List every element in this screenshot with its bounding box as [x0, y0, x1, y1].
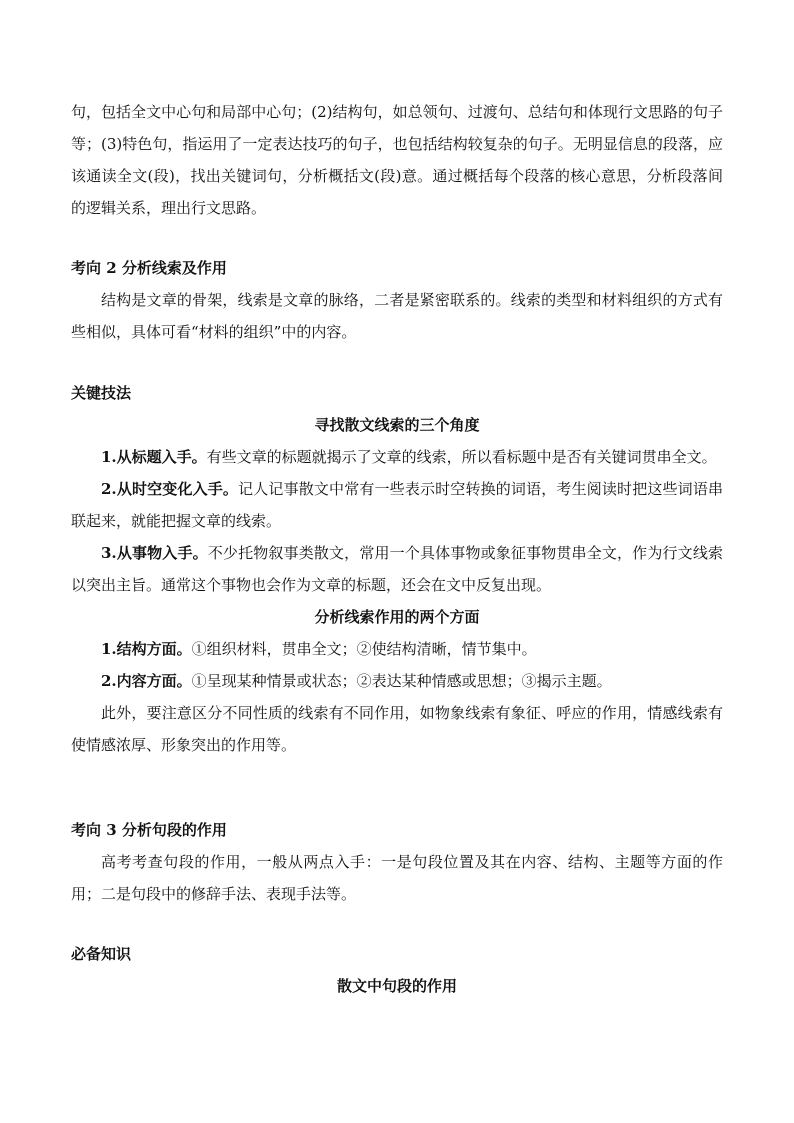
essential-knowledge-title: 散文中句段的作用	[336, 977, 457, 995]
aspect-item-2-text: ①呈现某种情景或状态；②表达某种情感或思想；③揭示主题。	[191, 672, 612, 690]
key-technique-label: 关键技法	[71, 384, 132, 402]
tip-item-1-text: 有些文章的标题就揭示了文章的线索，所以看标题中是否有关键词贯串全文。	[206, 448, 717, 466]
section-3-heading: 考向 3 分析句段的作用	[71, 821, 227, 839]
section-3-body: 高考考查句段的作用，一般从两点入手：一是句段位置及其在内容、结构、主题等方面的作用；二是句段中的修辞手法、表现手法等。	[71, 853, 723, 903]
tip-item-3-text: 不少托物叙事类散文，常用一个具体事物或象征事物贯串全文，作为行文线索以突出主旨。通常这个事物也会作为文章的标题，还会在文中反复出现。	[71, 544, 723, 594]
key-technique-title-1: 寻找散文线索的三个角度	[314, 416, 480, 434]
aspect-item-2-lead: 2.内容方面。	[101, 672, 192, 690]
aspect-item-1	[71, 633, 723, 665]
tip-item-1-lead: 1.从标题入手。	[101, 448, 207, 466]
tip-item-3-lead: 3.从事物入手。	[101, 544, 208, 562]
section-3	[71, 814, 723, 910]
tip-item-2-text: 记人记事散文中常有一些表示时空转换的词语，考生阅读时把这些词语串联起来，就能把握文章的线索。	[71, 480, 723, 530]
essential-knowledge	[71, 938, 723, 1002]
key-technique	[71, 377, 723, 761]
intro-block	[71, 96, 723, 224]
aspect-item-2	[71, 665, 723, 697]
essential-knowledge-label: 必备知识	[71, 945, 132, 963]
key-technique-note: 此外，要注意区分不同性质的线索有不同作用，如物象线索有象征、呼应的作用，情感线索有使情感浓厚、形象突出的作用等。	[71, 704, 723, 754]
tip-item-1	[71, 441, 723, 473]
aspect-item-1-text: ①组织材料，贯串全文；②使结构清晰，情节集中。	[191, 640, 537, 658]
tip-item-2	[71, 473, 723, 537]
section-2-body: 结构是文章的骨架，线索是文章的脉络，二者是紧密联系的。线索的类型和材料组织的方式有些相似，具体可看“材料的组织”中的内容。	[71, 291, 723, 341]
intro-paragraph: 句，包括全文中心句和局部中心句；(2)结构句，如总领句、过渡句、总结句和体现行文思路的句子等；(3)特色句，指运用了一定表达技巧的句子，也包括结构较复杂的句子。无明显信息的段落，应该通读全文(段)，找出关键词句，分析概括文(段)意。通过概括每个段落的核心意思，分析段落间的逻辑关系，理出行文思路。	[71, 103, 723, 217]
key-technique-title-2: 分析线索作用的两个方面	[314, 608, 480, 626]
section-2	[71, 252, 723, 348]
section-2-heading: 考向 2 分析线索及作用	[71, 259, 227, 277]
aspect-item-1-lead: 1.结构方面。	[101, 640, 192, 658]
tip-item-2-lead: 2.从时空变化入手。	[101, 480, 239, 498]
tip-item-3	[71, 537, 723, 601]
